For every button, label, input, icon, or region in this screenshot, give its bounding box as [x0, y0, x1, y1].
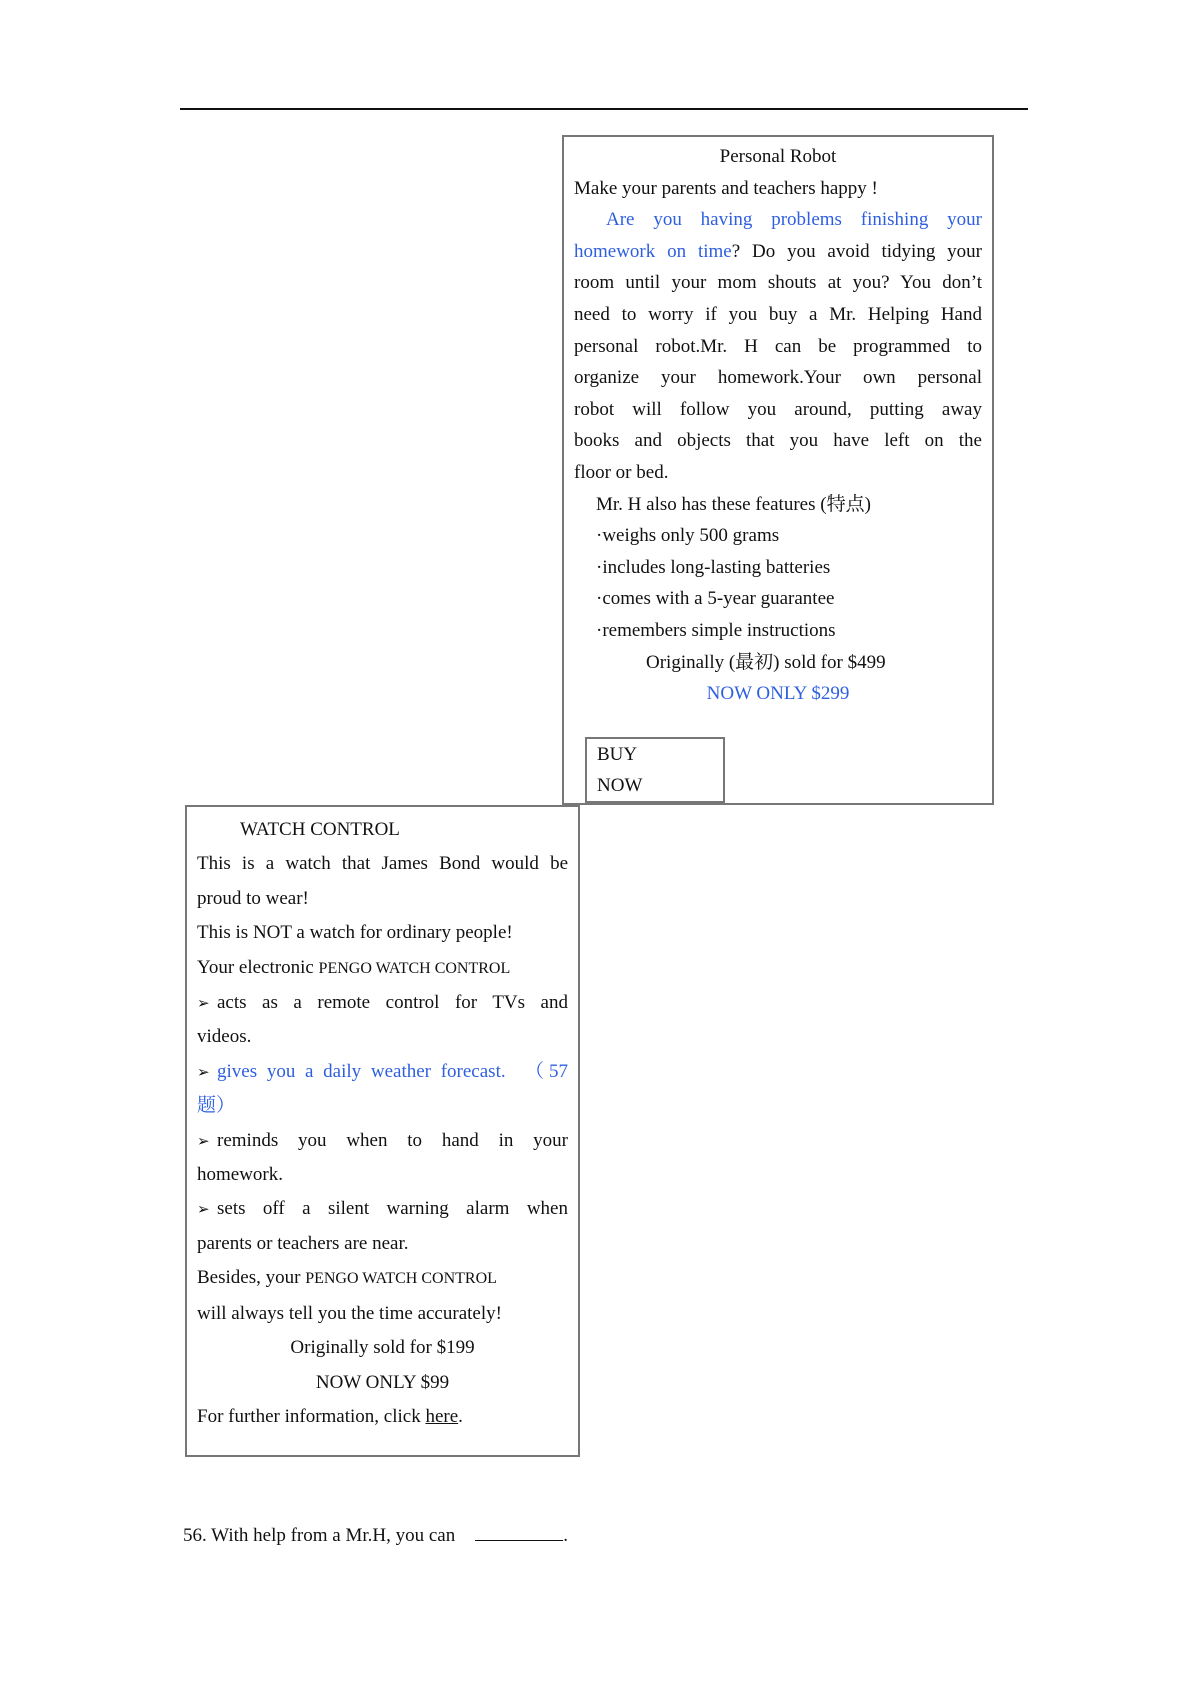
arrow-bullet-icon: ➢ — [197, 1200, 210, 1219]
watch-ad-line: This is NOT a watch for ordinary people! — [197, 922, 513, 944]
robot-ad-paragraph-line: need to worry if you buy a Mr. Helping Hand — [574, 303, 982, 325]
watch-feature-item — [197, 986, 568, 1020]
question-end: . — [563, 1525, 568, 1546]
watch-feature-text: sets off a silent warning alarm when — [217, 1198, 568, 1220]
robot-feature-item: ·comes with a 5-year guarantee — [596, 588, 835, 610]
robot-ad-highlight: homework on time — [574, 240, 732, 262]
robot-ad-paragraph-line — [574, 236, 982, 268]
robot-original-price: Originally (最初) sold for $499 — [646, 651, 886, 673]
watch-ad-line — [197, 1261, 568, 1296]
watch-ad-line: This is a watch that James Bond would be — [197, 853, 568, 875]
watch-feature-continuation: videos. — [197, 1026, 252, 1048]
arrow-bullet-icon: ➢ — [197, 1131, 210, 1150]
watch-ad-line — [197, 951, 568, 986]
robot-ad-paragraph-line: room until your mom shouts at you? You don’t — [574, 272, 982, 294]
robot-ad-paragraph-line: books and objects that you have left on the — [574, 430, 982, 452]
question-56 — [183, 1522, 568, 1547]
robot-features-intro: Mr. H also has these features (特点) — [596, 493, 871, 515]
answer-blank[interactable] — [475, 1522, 563, 1541]
arrow-bullet-icon: ➢ — [197, 994, 210, 1013]
robot-ad-paragraph-line: Are you having problems finishing your — [606, 209, 982, 231]
product-name: PENGO WATCH CONTROL — [305, 1270, 497, 1288]
watch-feature-continuation: homework. — [197, 1164, 284, 1186]
watch-feature-item — [197, 1124, 568, 1158]
watch-ad-text: Your electronic — [197, 956, 319, 978]
watch-ad-line: proud to wear! — [197, 887, 309, 909]
watch-feature-text: gives you a daily weather forecast. （57 — [217, 1060, 568, 1082]
watch-feature-continuation: 题） — [197, 1095, 236, 1117]
header-rule — [180, 108, 1028, 110]
here-link[interactable]: here — [425, 1405, 459, 1427]
robot-feature-item: ·remembers simple instructions — [596, 619, 836, 641]
watch-feature-item — [197, 1055, 568, 1089]
robot-ad-paragraph-line: robot will follow you around, putting away — [574, 398, 982, 420]
watch-ad-text: Besides, your — [197, 1267, 306, 1289]
robot-now-price: NOW ONLY $299 — [706, 683, 850, 705]
robot-ad-tagline: Make your parents and teachers happy ! — [574, 177, 878, 199]
robot-feature-item: ·includes long-lasting batteries — [596, 556, 831, 578]
arrow-bullet-icon: ➢ — [197, 1062, 210, 1081]
watch-ad-text: For further information, click — [197, 1405, 426, 1427]
watch-feature-item — [197, 1192, 568, 1226]
product-name: PENGO WATCH CONTROL — [318, 959, 511, 977]
question-text: 56. With help from a Mr.H, you can — [183, 1525, 456, 1546]
watch-original-price: Originally sold for $199 — [290, 1337, 475, 1359]
watch-ad-text: . — [458, 1405, 463, 1427]
robot-feature-item: ·weighs only 500 grams — [596, 525, 780, 547]
watch-ad-line: will always tell you the time accurately! — [197, 1302, 502, 1324]
robot-ad-paragraph-line: personal robot.Mr. H can be programmed to — [574, 335, 982, 357]
watch-ad-title: WATCH CONTROL — [240, 819, 400, 840]
robot-ad-box — [562, 135, 994, 805]
buy-now-label: NOW — [597, 775, 643, 796]
watch-feature-text: reminds you when to hand in your — [217, 1129, 568, 1151]
buy-now-label: BUY — [597, 744, 638, 765]
robot-ad-title: Personal Robot — [719, 146, 837, 167]
robot-ad-text: ? Do you avoid tidying your — [731, 240, 983, 262]
robot-ad-paragraph-line: floor or bed. — [574, 461, 669, 483]
watch-more-info — [197, 1400, 568, 1434]
watch-ad-box — [185, 805, 580, 1457]
watch-now-price: NOW ONLY $99 — [315, 1371, 450, 1393]
buy-now-button[interactable] — [585, 737, 725, 803]
robot-ad-paragraph-line: organize your homework.Your own personal — [574, 367, 982, 389]
watch-feature-continuation: parents or teachers are near. — [197, 1232, 409, 1254]
watch-feature-text: acts as a remote control for TVs and — [217, 992, 568, 1014]
